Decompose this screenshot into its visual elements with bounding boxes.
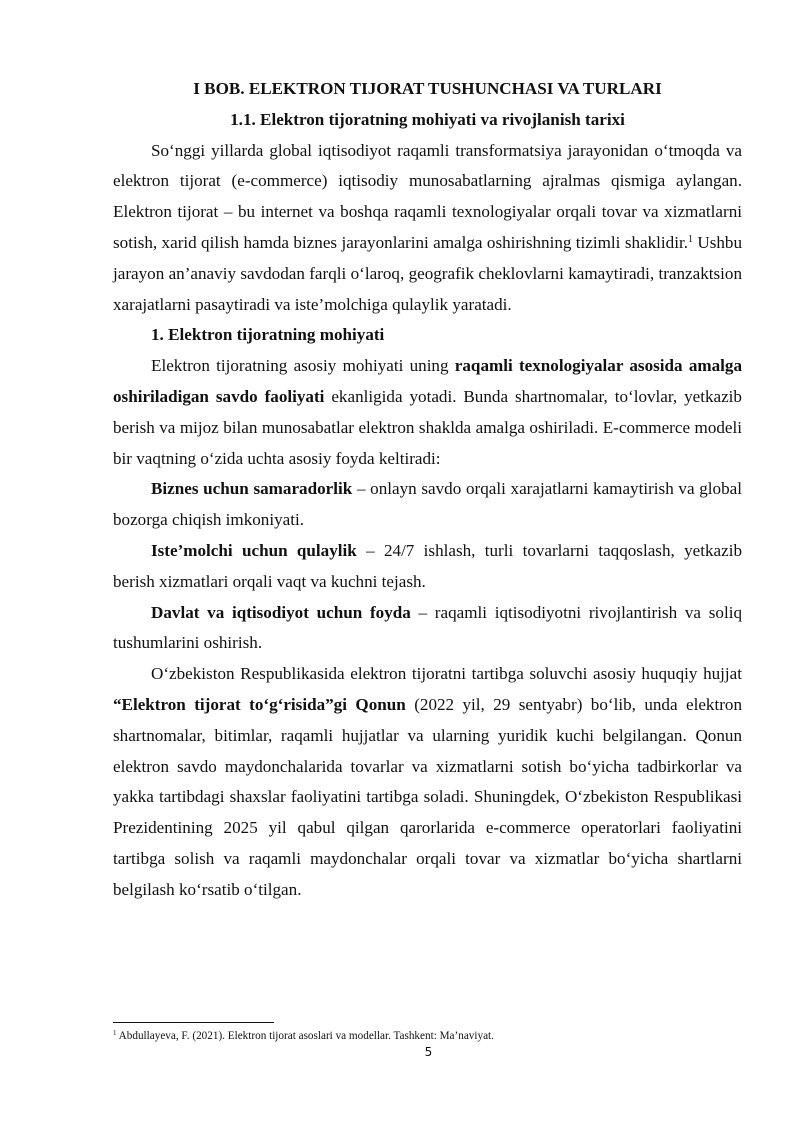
legal-text-after: (2022 yil, 29 sentyabr) bo‘lib, unda elektron shartnomalar, bitimlar, raqamli hujjatlar va ularning yuridik kuchi belgilangan. Qonun elektron savdo maydonchalarida tovarlar va xizmatlarni sotish bo‘yicha tadbirkorlar va yakka tartibdagi shaxslar faoliyatini tartibga soladi. Shuningdek, O‘zbekiston Respublikasi Prezidentining 2025 yil qabul qilgan qarorlarida e-commerce operatorlari faoliyatini tartibga solish va raqamli maydonchalar orqali tovar va xizmatlar bo‘yicha shartlarni belgilash ko‘rsatib o‘tilgan. xyxy=(113,694,742,899)
page-number: 5 xyxy=(424,1045,433,1059)
benefit-title: Iste’molchi uchun qulaylik xyxy=(151,540,357,560)
benefit-description: – onlayn savdo orqali xarajatlarni kamaytirish va global bozorga chiqish imkoniyati. xyxy=(113,479,742,530)
essence-emphasis: raqamli texnologiyalar asosida amalga oshiriladigan savdo faoliyati xyxy=(113,356,743,406)
intro-paragraph-text: So‘nggi yillarda global iqtisodiyot raqamli transformatsiya jarayonidan o‘tmoqda va elektron tijorat (e-commerce) iqtisodiy munosabatlarning ajralmas qismiga aylangan. Elektron tijorat – bu internet va boshqa raqamli texnologiyalar orqali tovar va xizmatlarni sotish, xarid qilish hamda biznes jarayonlarini amalga oshirishning tizimli shaklidir. xyxy=(113,140,742,252)
essence-text-before: Elektron tijoratning asosiy mohiyati uning xyxy=(151,356,455,376)
benefit-item xyxy=(113,536,742,598)
benefit-item xyxy=(113,598,742,660)
benefit-title: Davlat va iqtisodiyot uchun foyda xyxy=(151,602,411,622)
intro-paragraph xyxy=(113,136,742,321)
footnote-reference: 1 xyxy=(687,233,693,245)
footnote-text: Abdullayeva, F. (2021). Elektron tijorat asoslari va modellar. Tashkent: Ma’naviyat. xyxy=(116,1030,494,1042)
legal-text-before: O‘zbekiston Respublikasida elektron tijoratni tartibga soluvchi asosiy huquqiy hujjat xyxy=(151,664,742,684)
footnote xyxy=(113,1030,742,1043)
essence-text-after: ekanligida yotadi. Bunda shartnomalar, to‘lovlar, yetkazib berish va mijoz bilan munosabatlar elektron shaklda amalga oshiriladi. E-commerce modeli bir vaqtning o‘zida uchta asosiy foyda keltiradi: xyxy=(113,386,742,468)
intro-paragraph-continuation: Ushbu jarayon an’anaviy savdodan farqli o‘laroq, geografik cheklovlarni kamaytiradi, tranzaktsion xarajatlarni pasaytiradi va iste’molchiga qulaylik yaratadi. xyxy=(113,232,742,314)
benefit-description: – raqamli iqtisodiyotni rivojlantirish va soliq tushumlarini oshirish. xyxy=(113,602,742,653)
footnote-separator xyxy=(113,1022,274,1023)
footnote-marker: 1 xyxy=(113,1029,117,1037)
subheading-essence: 1. Elektron tijoratning mohiyati xyxy=(151,325,385,345)
legal-paragraph xyxy=(113,659,742,905)
law-title: “Elektron tijorat to‘g‘risida”gi Qonun xyxy=(113,694,406,714)
page-body xyxy=(113,74,742,906)
benefit-description: – 24/7 ishlash, turli tovarlarni taqqoslash, yetkazib berish xizmatlari orqali vaqt va kuchni tejash. xyxy=(113,540,742,591)
essence-paragraph xyxy=(113,351,742,474)
benefit-title: Biznes uchun samaradorlik xyxy=(151,479,353,499)
benefit-item xyxy=(113,474,742,536)
chapter-title: I BOB. ELEKTRON TIJORAT TUSHUNCHASI VA TURLARI xyxy=(193,79,662,98)
section-title: 1.1. Elektron tijoratning mohiyati va rivojlanish tarixi xyxy=(230,109,625,129)
